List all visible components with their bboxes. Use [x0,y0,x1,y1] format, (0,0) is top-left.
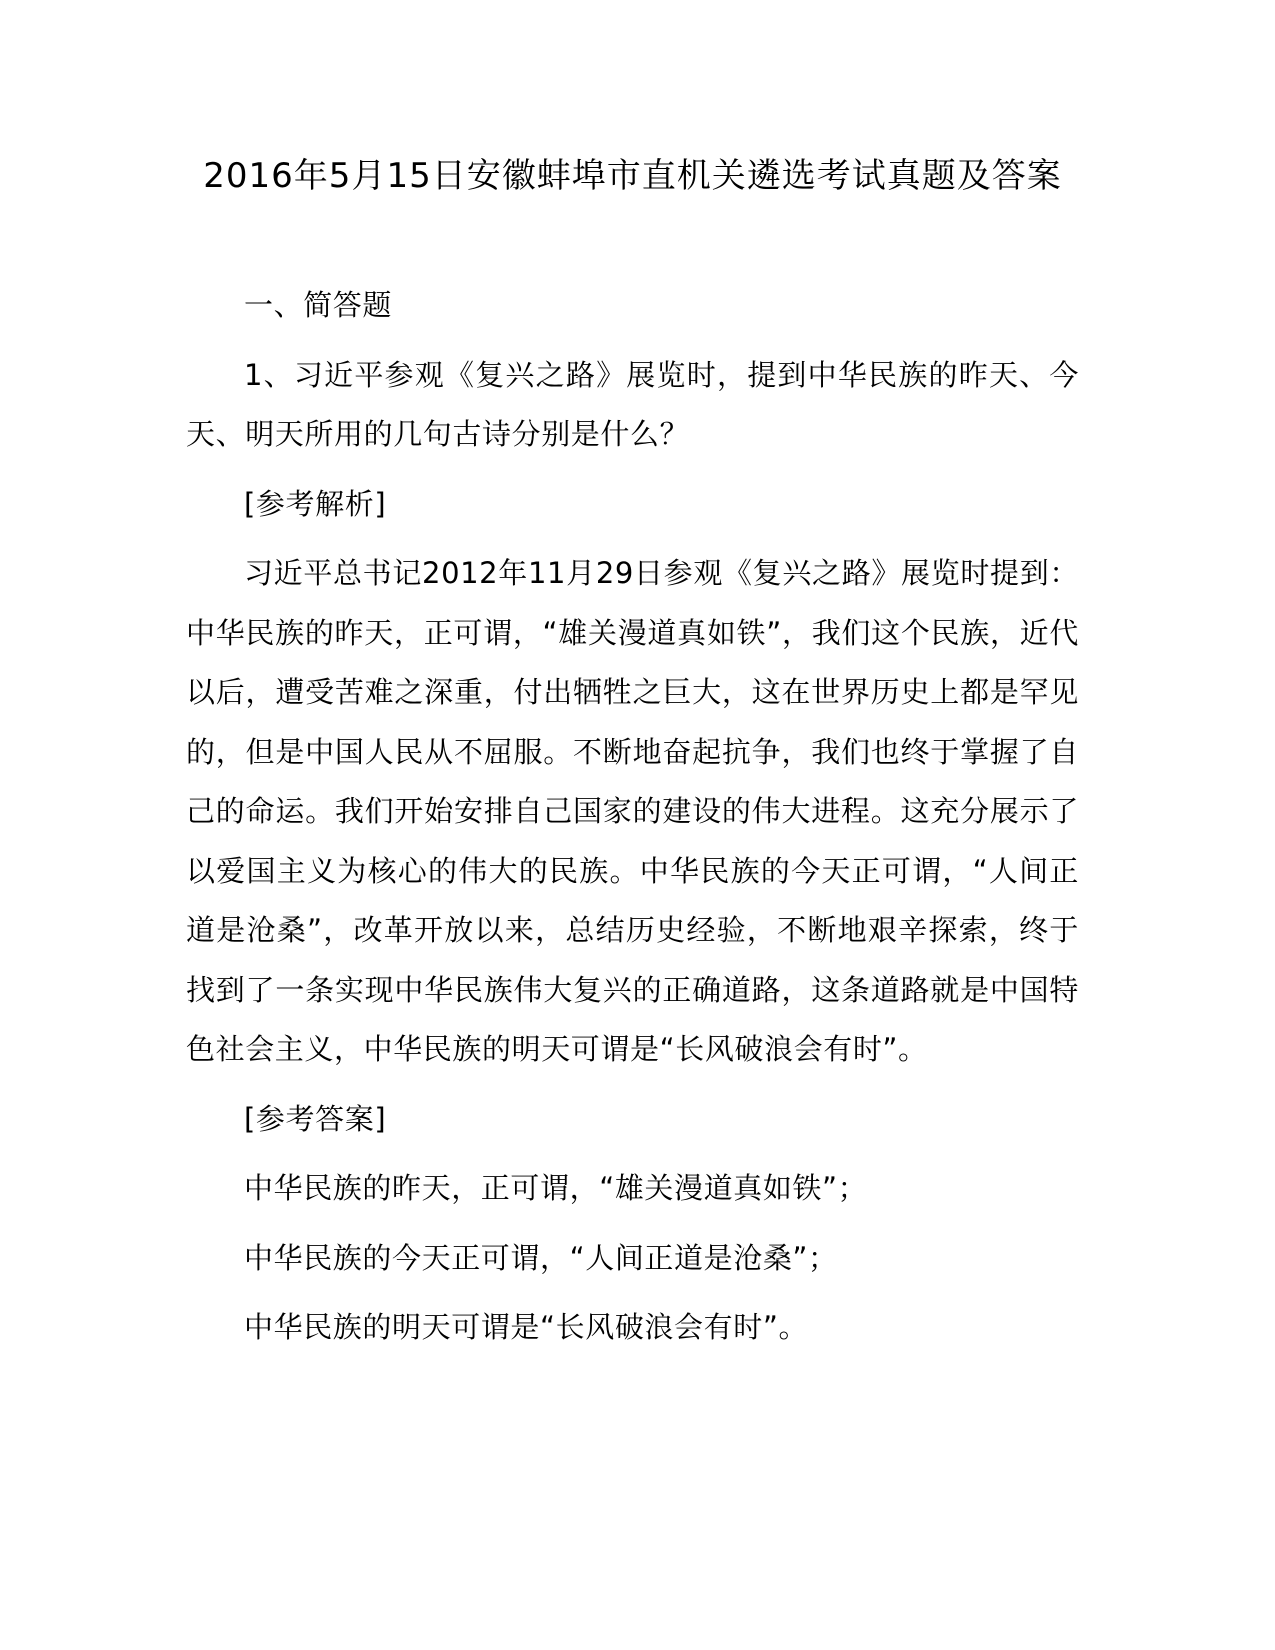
question-text: 1、习近平参观《复兴之路》展览时，提到中华民族的昨天、今天、明天所用的几句古诗分别是什么？ [186,357,1079,451]
answer-line: 中华民族的明天可谓是“长风破浪会有时”。 [244,1310,809,1344]
document-title: 2016年5月15日安徽蚌埠市直机关遴选考试真题及答案 [203,156,1062,196]
answer-line: 中华民族的昨天，正可谓，“雄关漫道真如铁”； [244,1171,868,1205]
analysis-label: [参考解析] [244,486,387,521]
answer-line: 中华民族的今天正可谓，“人间正道是沧桑”； [244,1240,838,1275]
answer-label: [参考答案] [244,1101,387,1136]
section-heading: 一、简答题 [244,288,393,322]
document-body [186,276,1079,1368]
analysis-text: 习近平总书记2012年11月29日参观《复兴之路》展览时提到：中华民族的昨天，正可谓，“雄关漫道真如铁”，我们这个民族，近代以后，遭受苦难之深重，付出牺牲之巨大，这在世界历史上都是罕见的，但是中国人民从不屈服。不断地奋起抗争，我们也终于掌握了自己的命运。我们开始安排自己国家的建设的伟大进程。这充分展示了以爱国主义为核心的伟大的民族。中华民族的今天正可谓，“人间正道是沧桑”，改革开放以来，总结历史经验，不断地艰辛探索，终于找到了一条实现中华民族伟大复兴的正确道路，这条道路就是中国特色社会主义，中华民族的明天可谓是“长风破浪会有时”。 [186,556,1079,1066]
